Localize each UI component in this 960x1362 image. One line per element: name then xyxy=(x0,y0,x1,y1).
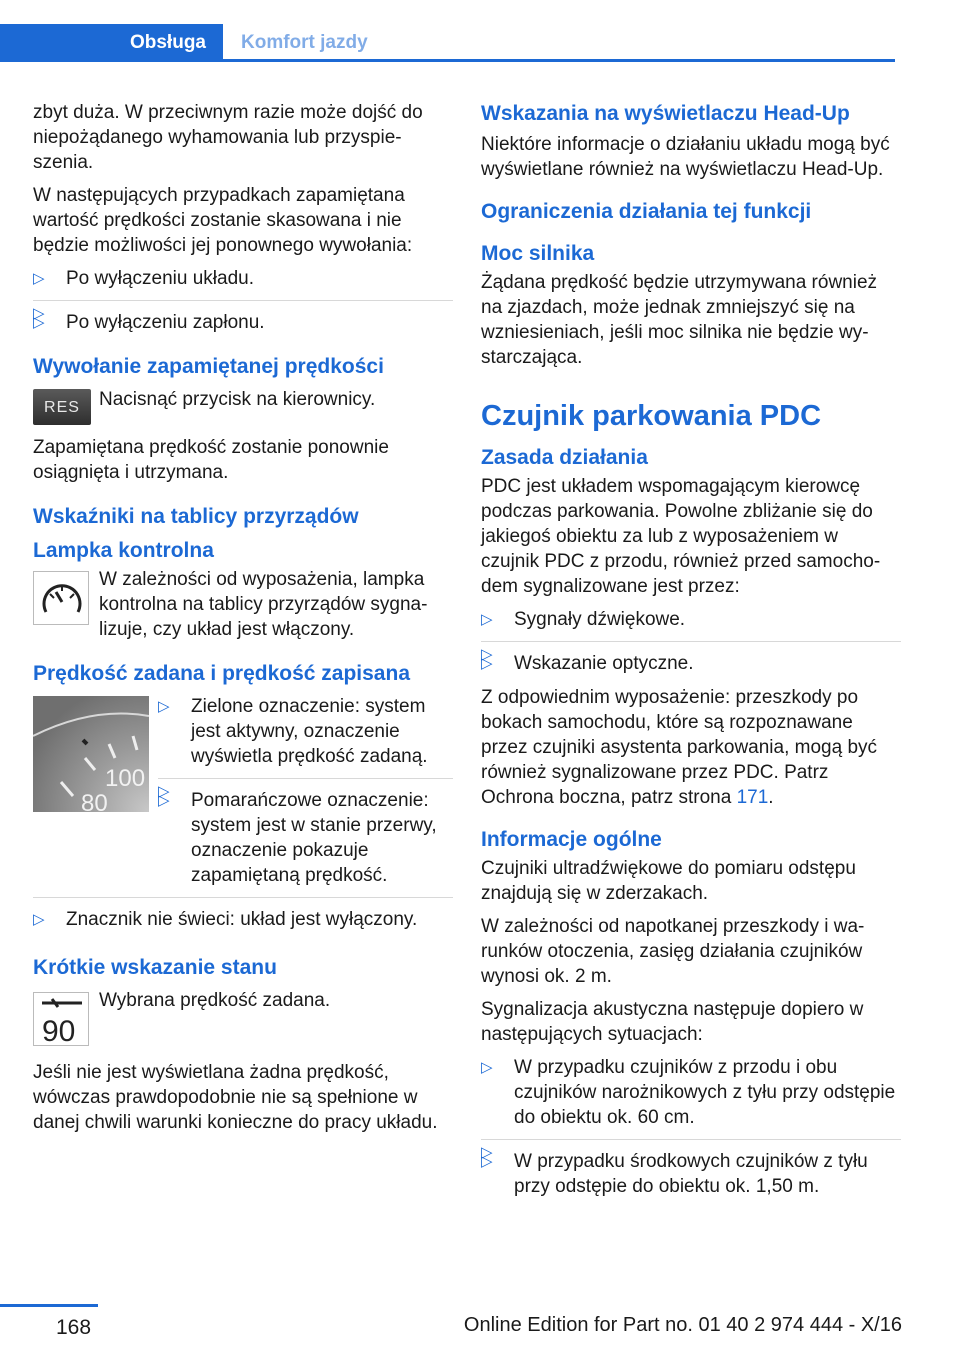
list-item: ▷ W przypadku czujników z przodu i obu czujników narożnikowych z tyłu przy odstępie do obiektu ok. 60 cm. xyxy=(481,1055,901,1130)
lamp-text: W zależności od wyposażenia, lampka kontrolna na tablicy przyrządów sygnalizuje, czy układ jest włączony. xyxy=(99,569,428,640)
cruise-lamp-icon xyxy=(33,571,89,625)
page-link-171[interactable]: 171 xyxy=(736,787,769,808)
page-number: 168 xyxy=(56,1316,92,1339)
paragraph: Niektóre informacje o działaniu układu mogą być wyświetlane również na wyświetlaczu Head-Up. xyxy=(481,134,890,180)
speed-row xyxy=(33,694,453,888)
paragraph: W następujących przypadkach zapamiętana wartość prędkości zostanie skasowana i nie będzie możliwości jej ponownego wywołania: xyxy=(33,185,413,256)
lamp-row xyxy=(33,567,453,642)
speedometer-image xyxy=(33,696,149,812)
set-speed-value: 90 xyxy=(42,1015,76,1047)
heading-limits: Ograniczenia działania tej funkcji xyxy=(481,200,812,223)
paragraph: Czujniki ultradźwiękowe do pomiaru odstępu znajdują się w zderzakach. xyxy=(481,858,856,904)
list-item: ▷ Zielone oznaczenie: system jest aktywny, oznaczenie wyświetla prędkość zadaną. xyxy=(158,694,453,769)
footer-divider xyxy=(0,1304,98,1307)
list-separator xyxy=(481,1139,901,1140)
paragraph: Sygnalizacja akustyczna następuje dopiero w następujących sytuacjach: xyxy=(481,999,864,1045)
header-divider xyxy=(0,59,895,62)
bullet-list xyxy=(481,1055,901,1199)
bullet-list xyxy=(481,607,901,676)
heading-hud: Wskazania na wyświetlaczu Head-Up xyxy=(481,102,850,125)
recall-text: Nacisnąć przycisk na kierownicy. xyxy=(99,389,376,410)
heading-indicators: Wskaźniki na tablicy przyrządów xyxy=(33,505,359,528)
heading-general: Informacje ogólne xyxy=(481,828,662,851)
heading-speed: Prędkość zadana i prędkość zapisana xyxy=(33,662,410,685)
list-separator xyxy=(481,641,901,642)
page-header xyxy=(0,0,960,62)
list-separator xyxy=(33,300,453,301)
set-speed-icon xyxy=(33,992,89,1046)
heading-pdc: Czujnik parkowania PDC xyxy=(481,400,822,432)
heading-engine: Moc silnika xyxy=(481,242,595,265)
paragraph: zbyt duża. W przeciwnym razie może dojść do niepożądanego wyhamowania lub przyspieszenia. xyxy=(33,102,423,173)
paragraph xyxy=(481,685,901,810)
speedo-label-100: 100 xyxy=(105,765,146,792)
list-separator xyxy=(33,897,453,898)
edition-text: Online Edition for Part no. 01 40 2 974 444 - X/16 xyxy=(463,1314,902,1336)
list-item: ▷ Sygnały dźwiękowe. xyxy=(481,607,901,632)
paragraph: Zapamiętana prędkość zostanie ponownie osiągnięta i utrzymana. xyxy=(33,437,389,483)
bullet-list xyxy=(33,907,453,932)
side-protection-text: Z odpowiednim wyposażenie: przeszkody po bokach samochodu, które są rozpoznawane przez czujniki asystenta parkowania, mogą być również sygnalizowane przez PDC. Patrz Ochrona boczna, patrz strona xyxy=(481,687,878,808)
list-separator xyxy=(158,778,453,779)
paragraph: Żądana prędkość będzie utrzymywana również na zjazdach, może jednak zmniejszyć się na wzniesieniach, jeśli moc silnika nie będzie wystarczająca. xyxy=(481,272,878,368)
paragraph: PDC jest układem wspomagającym kierowcę podczas parkowania. Powolne zbliżanie się do jakiegoś obiektu za lub z wyposażeniem w czujnik PDC z przodu, również przed samochodem sygnalizowane jest przez: xyxy=(481,476,881,597)
paragraph: W zależności od napotkanej przeszkody i warunków otoczenia, zasięg działania czujników wynosi ok. 2 m. xyxy=(481,916,865,987)
bullet-list xyxy=(158,694,453,888)
status-text: Wybrana prędkość zadana. xyxy=(99,990,331,1011)
heading-status: Krótkie wskazanie stanu xyxy=(33,956,277,979)
tab-obsluga[interactable]: Obsługa xyxy=(0,24,223,62)
left-column xyxy=(33,100,453,1143)
heading-lamp: Lampka kontrolna xyxy=(33,539,214,562)
tab-komfort-jazdy[interactable]: Komfort jazdy xyxy=(241,32,368,53)
right-column xyxy=(481,100,901,1208)
bullet-list xyxy=(33,266,453,335)
list-item: ▷ Wskazanie optyczne. xyxy=(481,651,901,676)
status-row xyxy=(33,988,453,1052)
paragraph: Jeśli nie jest wyświetlana żadna prędkość, wówczas prawdopodobnie nie są spełnione w danej chwili warunki konieczne do pracy układu. xyxy=(33,1062,438,1133)
heading-recall: Wywołanie zapamiętanej prędkości xyxy=(33,355,384,378)
list-item: ▷ Pomarańczowe oznaczenie: system jest w stanie przerwy, oznaczenie pokazuje zapamiętaną prędkość. xyxy=(158,788,453,888)
recall-row xyxy=(33,387,453,427)
list-item: ▷ Po wyłączeniu zapłonu. xyxy=(33,310,453,335)
res-button-icon: RES xyxy=(33,389,91,425)
speedo-label-80: 80 xyxy=(81,790,108,812)
list-item: ▷ Znacznik nie świeci: układ jest wyłączony. xyxy=(33,907,453,932)
period: . xyxy=(768,787,774,808)
list-item: ▷ Po wyłączeniu układu. xyxy=(33,266,453,291)
heading-principle: Zasada działania xyxy=(481,446,648,469)
list-item: ▷ W przypadku środkowych czujników z tyłu przy odstępie do obiektu ok. 1,50 m. xyxy=(481,1149,901,1199)
